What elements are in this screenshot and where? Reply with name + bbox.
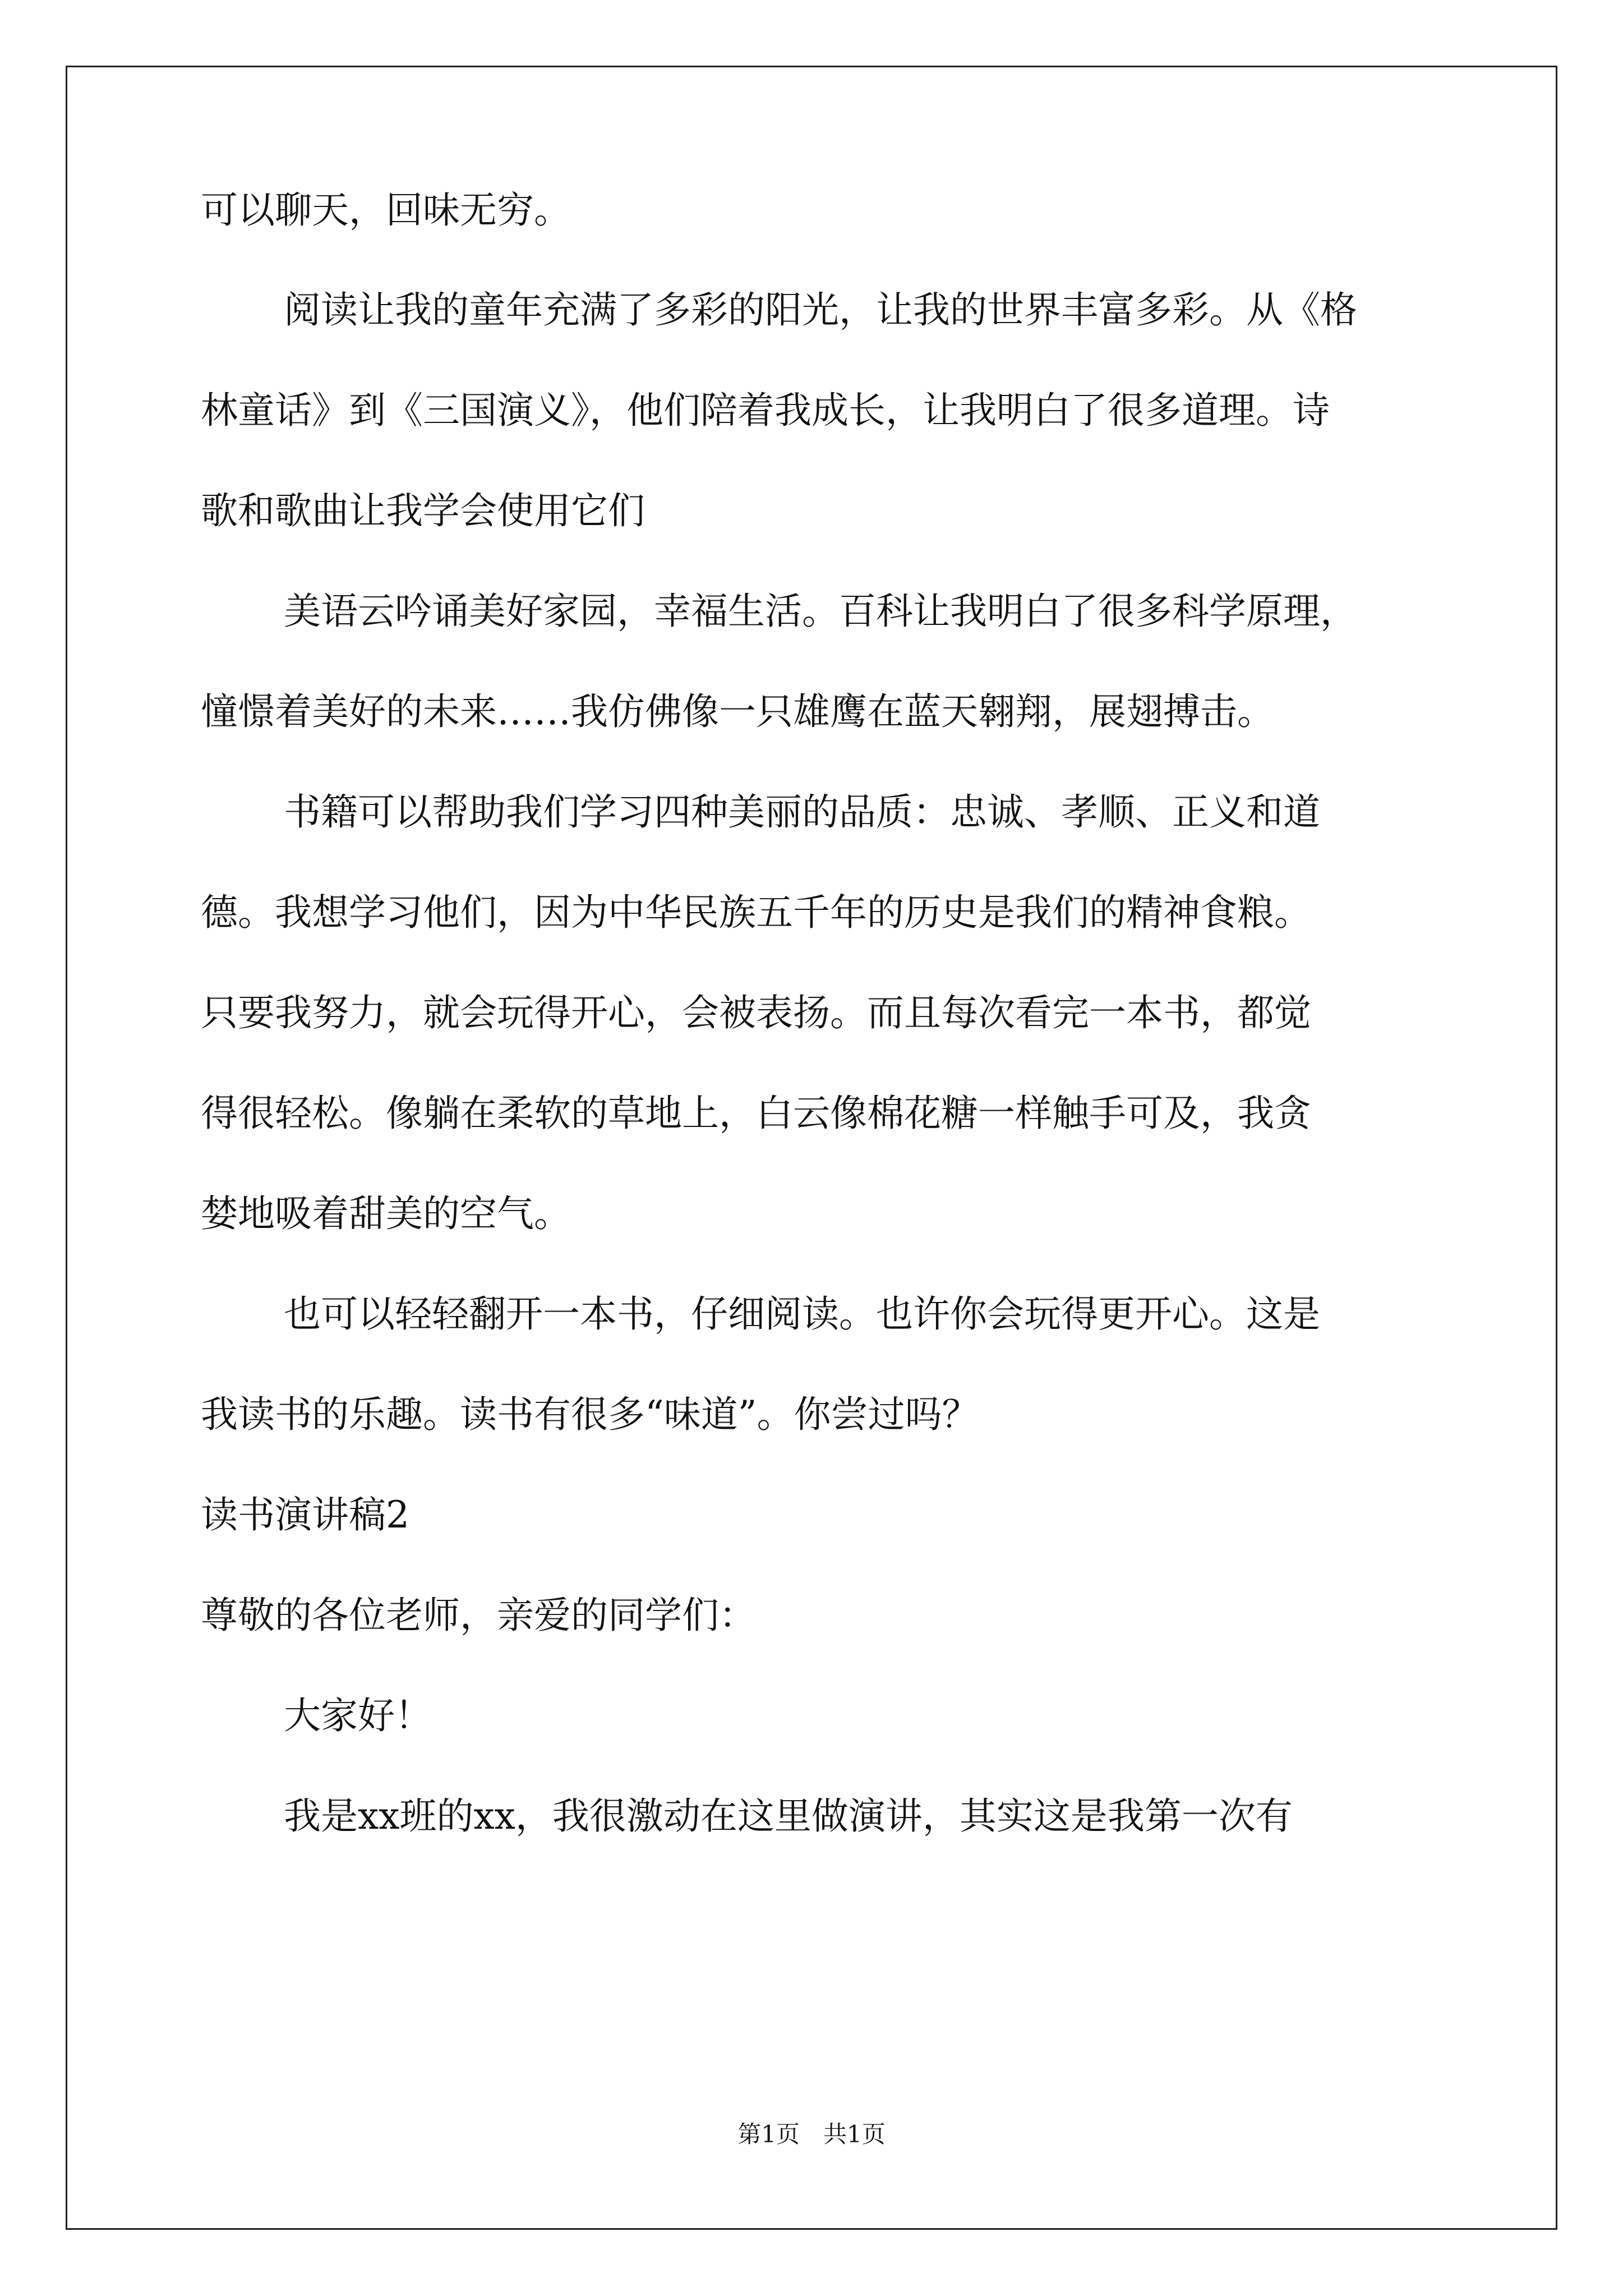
page-footer: 第1页 共1页 [737, 2120, 886, 2148]
text-line: 也可以轻轻翻开一本书，仔细阅读。也许你会玩得更开心。这是 [284, 1292, 1320, 1336]
text-line: 德。我想学习他们，因为中华民族五千年的历史是我们的精神食粮。 [201, 891, 1311, 934]
text-line: 我是xx班的xx，我很激动在这里做演讲，其实这是我第一次有 [284, 1795, 1293, 1838]
text-line: 林童话》到《三国演义》，他们陪着我成长，让我明白了很多道理。诗 [201, 389, 1330, 432]
text-line: 得很轻松。像躺在柔软的草地上，白云像棉花糖一样触手可及，我贪 [201, 1092, 1311, 1135]
text-line: 我读书的乐趣。读书有很多“味道”。你尝过吗？ [201, 1393, 979, 1436]
section-heading: 读书演讲稿2 [201, 1493, 409, 1536]
text-line: 憧憬着美好的未来……我仿佛像一只雄鹰在蓝天翱翔，展翅搏击。 [201, 690, 1274, 733]
text-line: 书籍可以帮助我们学习四种美丽的品质：忠诚、孝顺、正义和道 [284, 790, 1320, 834]
text-line: 歌和歌曲让我学会使用它们 [201, 489, 645, 532]
text-line: 阅读让我的童年充满了多彩的阳光，让我的世界丰富多彩。从《格 [284, 288, 1357, 332]
greeting: 大家好！ [284, 1694, 432, 1737]
text-line: 可以聊天，回味无穷。 [201, 188, 571, 232]
salutation: 尊敬的各位老师，亲爱的同学们： [201, 1594, 756, 1637]
text-line: 只要我努力，就会玩得开心，会被表扬。而且每次看完一本书，都觉 [201, 991, 1311, 1034]
text-line: 婪地吸着甜美的空气。 [201, 1192, 571, 1235]
text-line: 美语云吟诵美好家园，幸福生活。百科让我明白了很多科学原理， [284, 590, 1357, 633]
